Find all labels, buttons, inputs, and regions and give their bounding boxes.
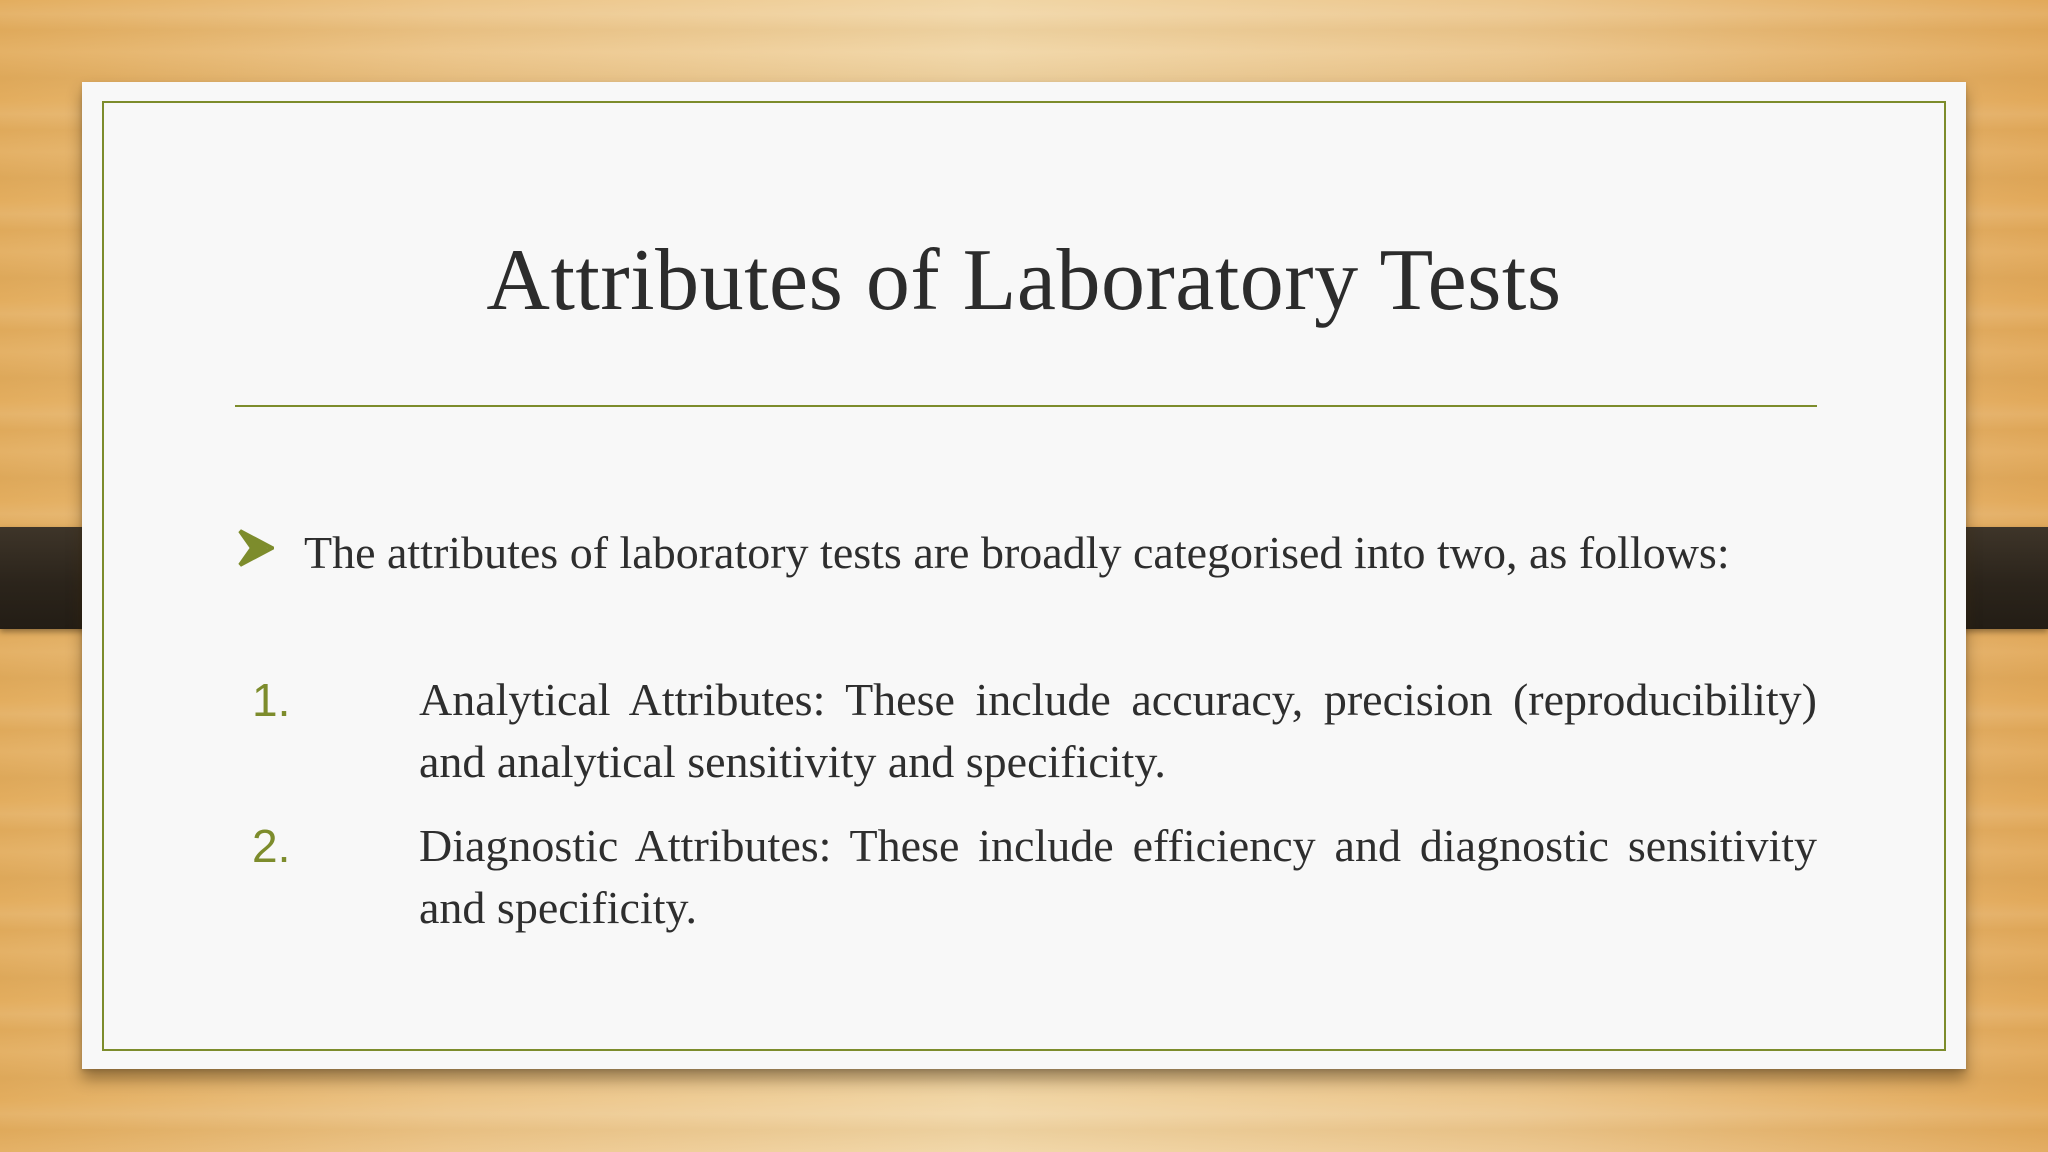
title-divider xyxy=(235,405,1817,407)
slide-card xyxy=(82,82,1966,1069)
item-text: Diagnostic Attributes: These include efficiency and diagnostic sensitivity and specificity. xyxy=(419,820,1817,933)
item-number: 1. xyxy=(252,674,291,726)
intro-text: The attributes of laboratory tests are broadly categorised into two, as follows: xyxy=(304,527,1730,578)
item-text: Analytical Attributes: These include accuracy, precision (reproducibility) and analytical sensitivity and specificity. xyxy=(419,674,1817,787)
arrow-bullet-icon xyxy=(238,528,274,568)
list-item xyxy=(236,815,1817,939)
list-item xyxy=(236,669,1817,793)
slide-title: Attributes of Laboratory Tests xyxy=(486,232,1562,329)
item-number: 2. xyxy=(252,820,291,872)
intro-bullet xyxy=(236,522,1817,584)
